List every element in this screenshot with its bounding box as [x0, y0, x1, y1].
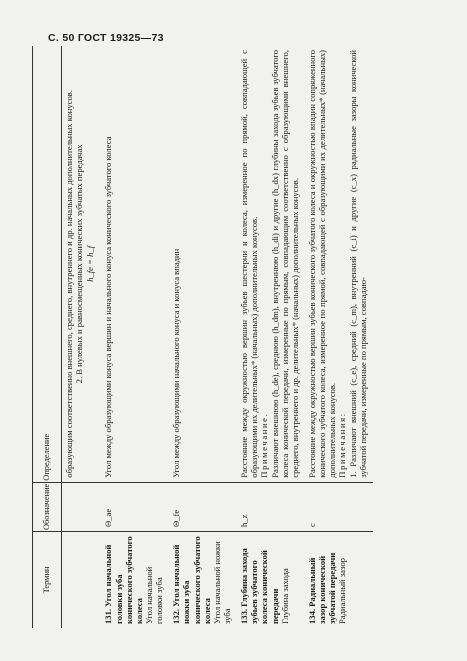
- table-row: [101, 46, 169, 628]
- header-symbol: Обозначение: [33, 482, 62, 531]
- continuation-subheading: 2. В нулевых и равносмещенных конических зубчатых передачах: [74, 144, 85, 384]
- symbol-134: c: [306, 523, 317, 527]
- table-row: [305, 46, 373, 628]
- table-row-continuation: [62, 46, 102, 628]
- term-133-alt: Глубина захода: [279, 568, 290, 624]
- rotated-table-container: [32, 46, 442, 628]
- note-label-133: Примечание.: [259, 412, 270, 478]
- definition-132: Угол между образующими начального конуса и конуса впадин: [171, 248, 182, 478]
- term-134-alt: Радиальный зазор: [337, 558, 348, 624]
- header-term: Термин: [33, 532, 62, 629]
- note-label-134: Примечания:: [337, 412, 348, 478]
- table-row: [169, 46, 237, 628]
- term-132: 132. Угол начальной ножки зуба конического зубчатого колеса: [171, 536, 212, 624]
- header-definition: Определение: [33, 46, 62, 482]
- terms-table: [32, 46, 373, 628]
- note-134: 1. Различают внешний (c_e), средний (c_m), внутренний (c_i) и другие (c_x) радиальные зазоры конической зубчатой передачи, измеренные по прямым, совпадаю-: [347, 50, 368, 478]
- continuation-text: образующим соответственно внешнего, среднего, внутреннего и др. начальных дополнительных конусов.: [64, 90, 74, 478]
- symbol-133: h_z: [239, 514, 250, 527]
- term-134: 134. Радиальный зазор конической зубчатой передачи: [306, 552, 338, 624]
- definition-133: Расстояние между окружностью вершин зубьев шестерни и колеса, измеренное по прямой, совпадающей с образующими их делительных* (начальных) дополнительных конусов.: [239, 50, 260, 478]
- continuation-formula: h_fe = h_f: [85, 245, 96, 282]
- definition-134: Расстояние между окружностью вершин зубьев конического зубчатого колеса и окружностью впадин сопряженного конического зубчатого колеса, измеренное по прямой, совпадающей с образующими их делительных* (начальных) дополнительных конусов.: [306, 50, 338, 478]
- note-133: Различают внешнюю (h_de), среднюю (h_dm), внутреннюю (h_di) и другие (h_dx) глубины захода зубьев зубчатого колеса конической передачи, измеренные по прямым, совпадающим соответственно с образующими внешнего, среднего, внутреннего и др. делительных* (начальных) дополнительных конусов.: [269, 50, 300, 478]
- term-132-alt: Угол начальной ножки зуба: [211, 541, 232, 624]
- table-header-row: [33, 46, 62, 628]
- term-133: 133. Глубина захода зубьев зубчатого колеса конической передачи: [239, 548, 280, 624]
- table-row: [237, 46, 305, 628]
- definition-131: Угол между образующими конуса вершин и начального конуса конического зубчатого колеса: [103, 136, 114, 478]
- term-131-alt: Угол начальной головки зуба: [143, 566, 165, 624]
- page-header: С. 50 ГОСТ 19325—73: [48, 32, 164, 44]
- symbol-132: Θ_fe: [171, 509, 182, 527]
- term-131: 131. Угол начальной головки зуба конического зубчатого колеса: [103, 536, 144, 624]
- symbol-131: Θ_ae: [103, 508, 114, 527]
